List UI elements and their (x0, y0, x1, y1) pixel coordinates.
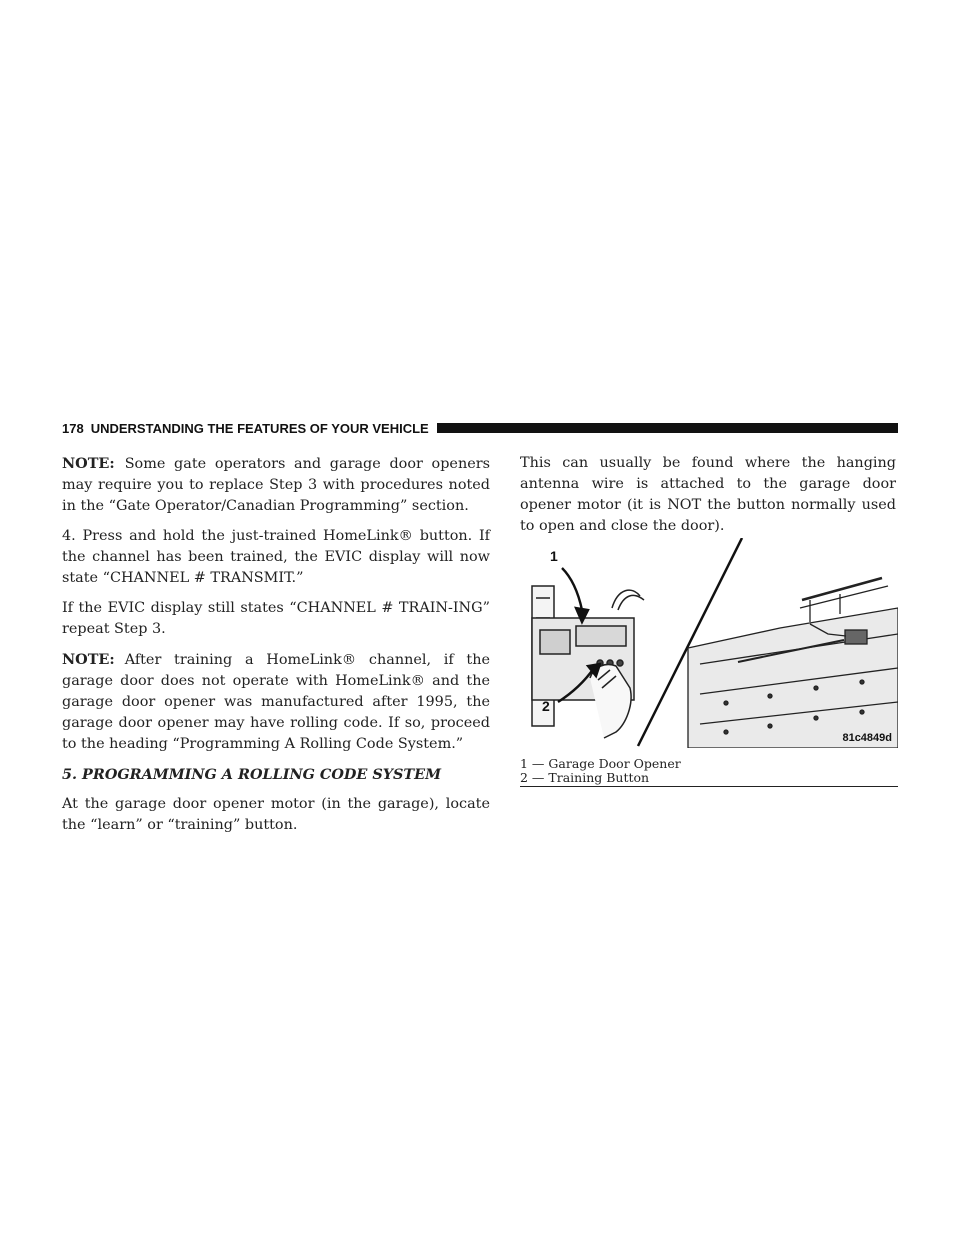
section-title: UNDERSTANDING THE FEATURES OF YOUR VEHICLE (90, 420, 429, 436)
evic-paragraph: If the EVIC display still states “CHANNEL # TRAIN-ING” repeat Step 3. (62, 600, 490, 637)
step-5-paragraph: At the garage door opener motor (in the garage), locate the “learn” or “training” button. (62, 796, 490, 833)
step-4-paragraph: 4. Press and hold the just-trained HomeLink® button. If the channel has been trained, the EVIC display will now state “CHANNEL # TRANSMIT.” (62, 528, 490, 586)
garage-door-drawing (688, 578, 898, 748)
note-paragraph (62, 453, 490, 517)
note-label: NOTE: (62, 455, 115, 472)
illustration-drawing (520, 538, 898, 748)
caption-2: 2 — Training Button (520, 770, 650, 785)
note-text: Some gate operators and garage door openers may require you to replace Step 3 with procedures noted in the “Gate Operator/Canadian Programming” section. (62, 456, 490, 514)
antenna-paragraph: This can usually be found where the hanging antenna wire is attached to the garage door opener motor (it is NOT the button normally used to open and close the door). (520, 455, 896, 534)
header-rule (437, 423, 898, 433)
right-column (520, 453, 896, 546)
note-label-2: NOTE: (62, 651, 115, 668)
step-5-heading: 5. PROGRAMMING A ROLLING CODE SYSTEM (62, 766, 442, 783)
note-paragraph-2 (62, 649, 490, 755)
callout-number-2: 2 (542, 698, 550, 714)
page-header (62, 420, 898, 436)
figure-captions (520, 757, 898, 787)
page-number: 178 (62, 420, 84, 436)
callout-number-1: 1 (550, 548, 558, 564)
note-text-2: After training a HomeLink® channel, if the garage door does not operate with HomeLink® and the garage door opener was manufactured after 1995, the garage door opener may have rolling code. If so, proceed to the heading “Programming A Rolling Code System.” (62, 652, 490, 752)
caption-1: 1 — Garage Door Opener (520, 756, 681, 771)
left-column (62, 453, 490, 845)
figure-code: 81c4849d (842, 732, 892, 744)
garage-opener-illustration (520, 538, 898, 748)
